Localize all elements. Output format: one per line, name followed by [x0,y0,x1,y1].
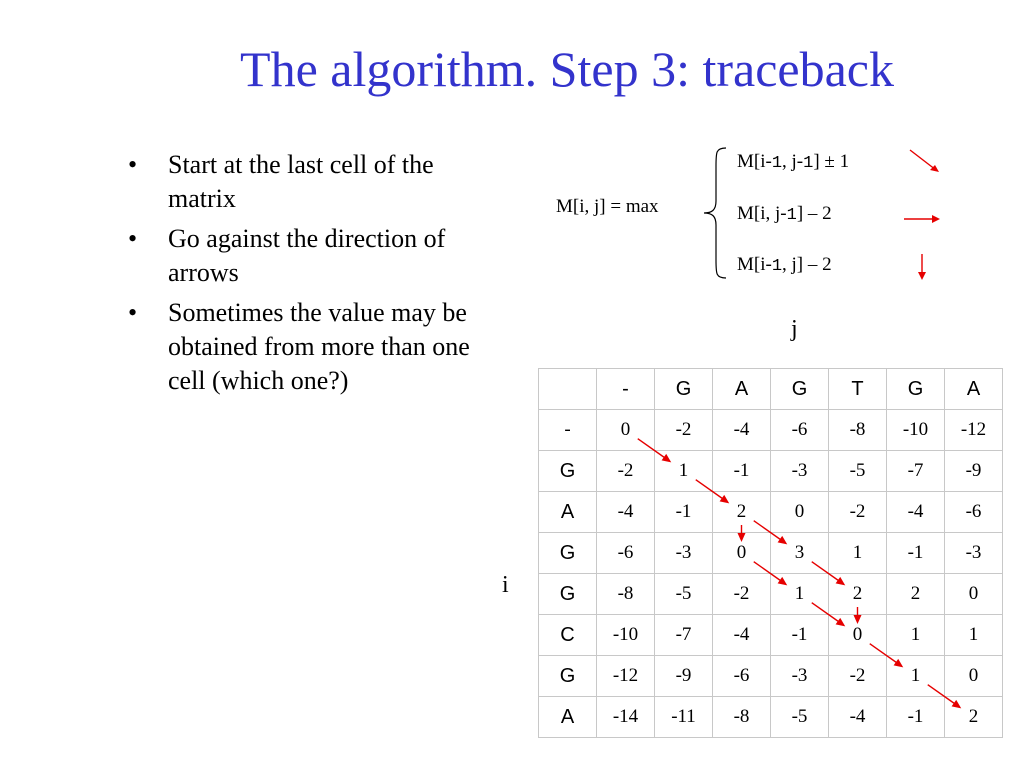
matrix-cell: 2 [829,574,887,615]
matrix-col-header: A [713,369,771,410]
matrix-cell: -6 [771,410,829,451]
matrix-cell: 1 [887,615,945,656]
traceback-arrow-head [778,536,788,544]
traceback-arrow-line [754,562,783,582]
traceback-arrow-line [812,562,841,582]
traceback-arrow-head [738,533,746,542]
traceback-arrow-head [952,700,962,708]
matrix-row-header: A [539,492,597,533]
matrix-cell: -3 [945,533,1003,574]
matrix-cell: -7 [655,615,713,656]
matrix-cell: -6 [945,492,1003,533]
case-text: ] – 2 [796,203,832,224]
matrix-cell: -12 [945,410,1003,451]
i-axis-label: i [502,572,509,598]
matrix-cell: -7 [887,451,945,492]
matrix-cell: -5 [771,697,829,738]
matrix-col-header: A [945,369,1003,410]
matrix-cell: 0 [771,492,829,533]
matrix-row-header: G [539,574,597,615]
matrix-cell: -10 [597,615,655,656]
matrix-cell: 3 [771,533,829,574]
matrix-row-header: G [539,533,597,574]
matrix-row-header: G [539,656,597,697]
matrix-cell: 1 [887,656,945,697]
matrix-cell: -3 [771,656,829,697]
matrix-cell: 0 [597,410,655,451]
matrix-cell: -4 [597,492,655,533]
case-text: M[i- [737,254,772,275]
matrix-col-header: - [597,369,655,410]
traceback-arrow-line [812,603,841,623]
bullet-text: Sometimes the value may be obtained from more than one cell (which one?) [168,298,470,395]
case-text: 1 [771,257,783,276]
matrix-cell: -10 [887,410,945,451]
case-text: 1 [803,154,814,173]
case-text: , j- [782,151,804,172]
matrix-cell: -4 [713,410,771,451]
matrix-row-header: G [539,451,597,492]
matrix-cell: -2 [713,574,771,615]
matrix-cell: 1 [771,574,829,615]
matrix-row-header: - [539,410,597,451]
slide-title: The algorithm. Step 3: traceback [240,41,894,97]
matrix-cell: -6 [597,533,655,574]
bullet-symbol: • [128,150,138,179]
matrix-row-header: C [539,615,597,656]
matrix-cell: -2 [829,656,887,697]
matrix-col-header: G [655,369,713,410]
bullet-symbol: • [128,298,138,327]
matrix-col-header: T [829,369,887,410]
matrix-row-header: A [539,697,597,738]
traceback-arrow-head [836,618,846,626]
traceback-arrow-line [870,644,899,664]
matrix-cell: -4 [887,492,945,533]
matrix-cell: -2 [597,451,655,492]
matrix-cell: 1 [945,615,1003,656]
matrix-cell: -14 [597,697,655,738]
case-text: M[i- [737,151,772,172]
matrix-cell: 0 [945,574,1003,615]
matrix-cell: -6 [713,656,771,697]
matrix-cell: -8 [829,410,887,451]
matrix-cell: -1 [887,697,945,738]
matrix-cell: -5 [829,451,887,492]
traceback-arrow-line [754,521,783,541]
matrix-cell: -2 [829,492,887,533]
formula-lhs: M[i, j] = max [556,196,659,217]
matrix-cell: -1 [655,492,713,533]
case-text: 1 [771,154,783,173]
matrix-cell: 0 [945,656,1003,697]
matrix-cell: 2 [713,492,771,533]
traceback-arrow-head [836,577,846,585]
matrix-cell: -1 [713,451,771,492]
matrix-cell: -1 [771,615,829,656]
traceback-arrow-head [662,454,672,462]
matrix-cell: 0 [829,615,887,656]
matrix-cell: -8 [713,697,771,738]
matrix-col-header: G [887,369,945,410]
case-text: 1 [786,206,797,225]
bullet-text: Start at the last cell of the matrix [168,150,434,213]
traceback-arrow-head [854,615,862,624]
matrix-cell: 2 [887,574,945,615]
matrix-cell: -5 [655,574,713,615]
matrix-cell: -9 [945,451,1003,492]
traceback-arrow-head [720,495,730,503]
traceback-arrow-head [894,659,904,667]
case-text: M[i, j- [737,203,787,224]
matrix-cell: -8 [597,574,655,615]
matrix-cell: -4 [713,615,771,656]
case-text: ] ± 1 [813,151,850,172]
traceback-arrow-head [778,577,788,585]
matrix-cell: -3 [655,533,713,574]
matrix-col-header: G [771,369,829,410]
matrix-cell: -9 [655,656,713,697]
bullet-text: Go against the direction of arrows [168,224,446,287]
matrix-cell: -1 [887,533,945,574]
case-text: , j] – 2 [782,254,832,275]
matrix-cell: -3 [771,451,829,492]
matrix-cell: 1 [829,533,887,574]
matrix-cell: -2 [655,410,713,451]
matrix-cell: -12 [597,656,655,697]
matrix-cell: 1 [655,451,713,492]
traceback-arrow-line [696,480,725,500]
traceback-arrow-line [638,439,667,459]
matrix-cell: -11 [655,697,713,738]
traceback-arrow-line [928,685,957,705]
bullet-symbol: • [128,224,138,253]
matrix-cell: -4 [829,697,887,738]
matrix-cell: 2 [945,697,1003,738]
j-axis-label: j [791,316,798,342]
matrix-cell: 0 [713,533,771,574]
